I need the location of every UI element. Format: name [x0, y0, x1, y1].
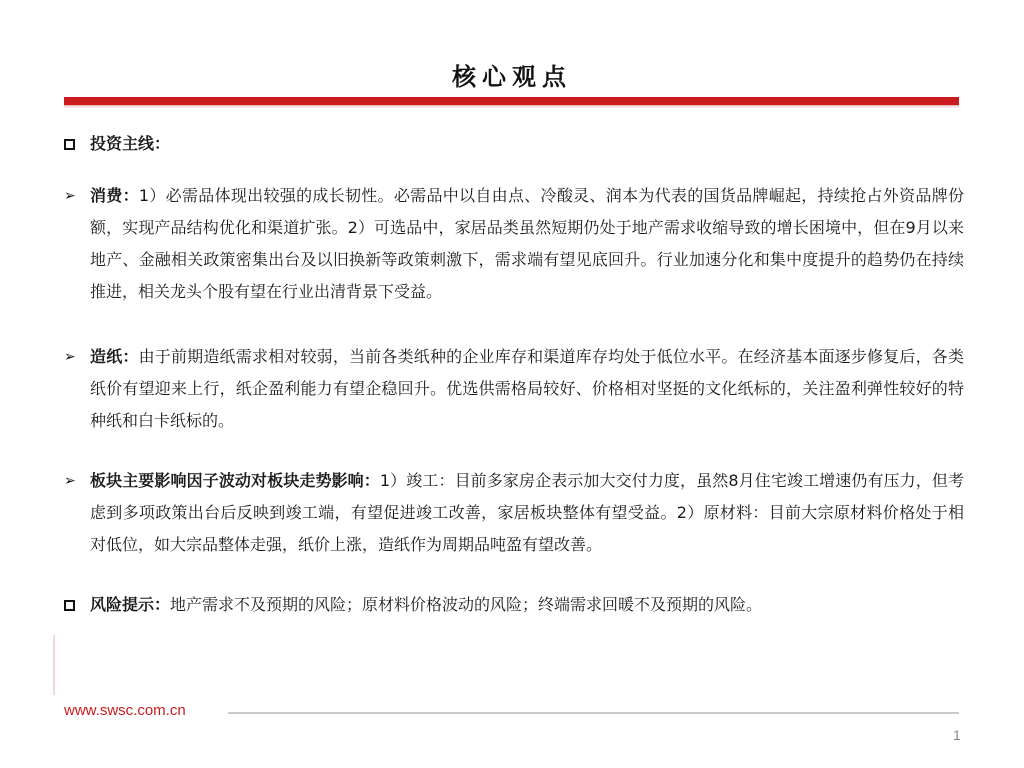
paper-paragraph [90, 341, 964, 437]
risk-text: 地产需求不及预期的风险；原材料价格波动的风险；终端需求回暖不及预期的风险。 [170, 595, 763, 614]
page-number: 1 [953, 727, 961, 743]
section-main-line [64, 128, 964, 160]
consumer-label: 消费： [90, 186, 139, 205]
footer-divider [228, 712, 959, 714]
risk-label: 风险提示： [90, 595, 171, 614]
main-line-heading: 投资主线： [90, 134, 171, 153]
square-bullet-icon [64, 139, 75, 150]
paper-text: 由于前期造纸需求相对较弱，当前各类纸种的企业库存和渠道库存均处于低位水平。在经济基本面逐步修复后，各类纸价有望迎来上行，纸企盈利能力有望企稳回升。优选供需格局较好、价格相对坚挺的文化纸标的，关注盈利弹性较好的特种纸和白卡纸标的。 [90, 347, 964, 430]
risk-paragraph [90, 589, 964, 621]
section-risk [64, 589, 964, 621]
factors-text: 1）竣工：目前多家房企表示加大交付力度，虽然8月住宅竣工增速仍有压力，但考虑到多项政策出台后反映到竣工端，有望促进竣工改善，家居板块整体有望受益。2）原材料：目前大宗原材料价格处于相对低位，如大宗品整体走强，纸价上涨，造纸作为周期品吨盈有望改善。 [90, 471, 964, 554]
arrow-bullet-icon: ➢ [64, 473, 76, 489]
arrow-bullet-icon: ➢ [64, 188, 76, 204]
square-bullet-icon [64, 600, 75, 611]
factors-label: 板块主要影响因子波动对板块走势影响： [90, 471, 380, 490]
title-divider-bar [64, 97, 959, 105]
footer-url[interactable]: www.swsc.com.cn [64, 702, 186, 719]
consumer-paragraph [90, 180, 964, 308]
section-factors [64, 465, 964, 565]
section-consumer [64, 180, 964, 310]
arrow-bullet-icon: ➢ [64, 349, 76, 365]
section-paper [64, 341, 964, 441]
paper-label: 造纸： [90, 347, 139, 366]
consumer-text: 1）必需品体现出较强的成长韧性。必需品中以自由点、冷酸灵、润本为代表的国货品牌崛起，持续抢占外资品牌份额，实现产品结构优化和渠道扩张。2）可选品中，家居品类虽然短期仍处于地产需求收缩导致的增长困境中，但在9月以来地产、金融相关政策密集出台及以旧换新等政策刺激下，需求端有望见底回升。行业加速分化和集中度提升的趋势仍在持续推进，相关龙头个股有望在行业出清背景下受益。 [90, 186, 964, 301]
title-divider-shadow [64, 105, 959, 108]
page-title: 核心观点 [452, 63, 572, 91]
factors-paragraph [90, 465, 964, 561]
decorative-strip [53, 635, 55, 695]
